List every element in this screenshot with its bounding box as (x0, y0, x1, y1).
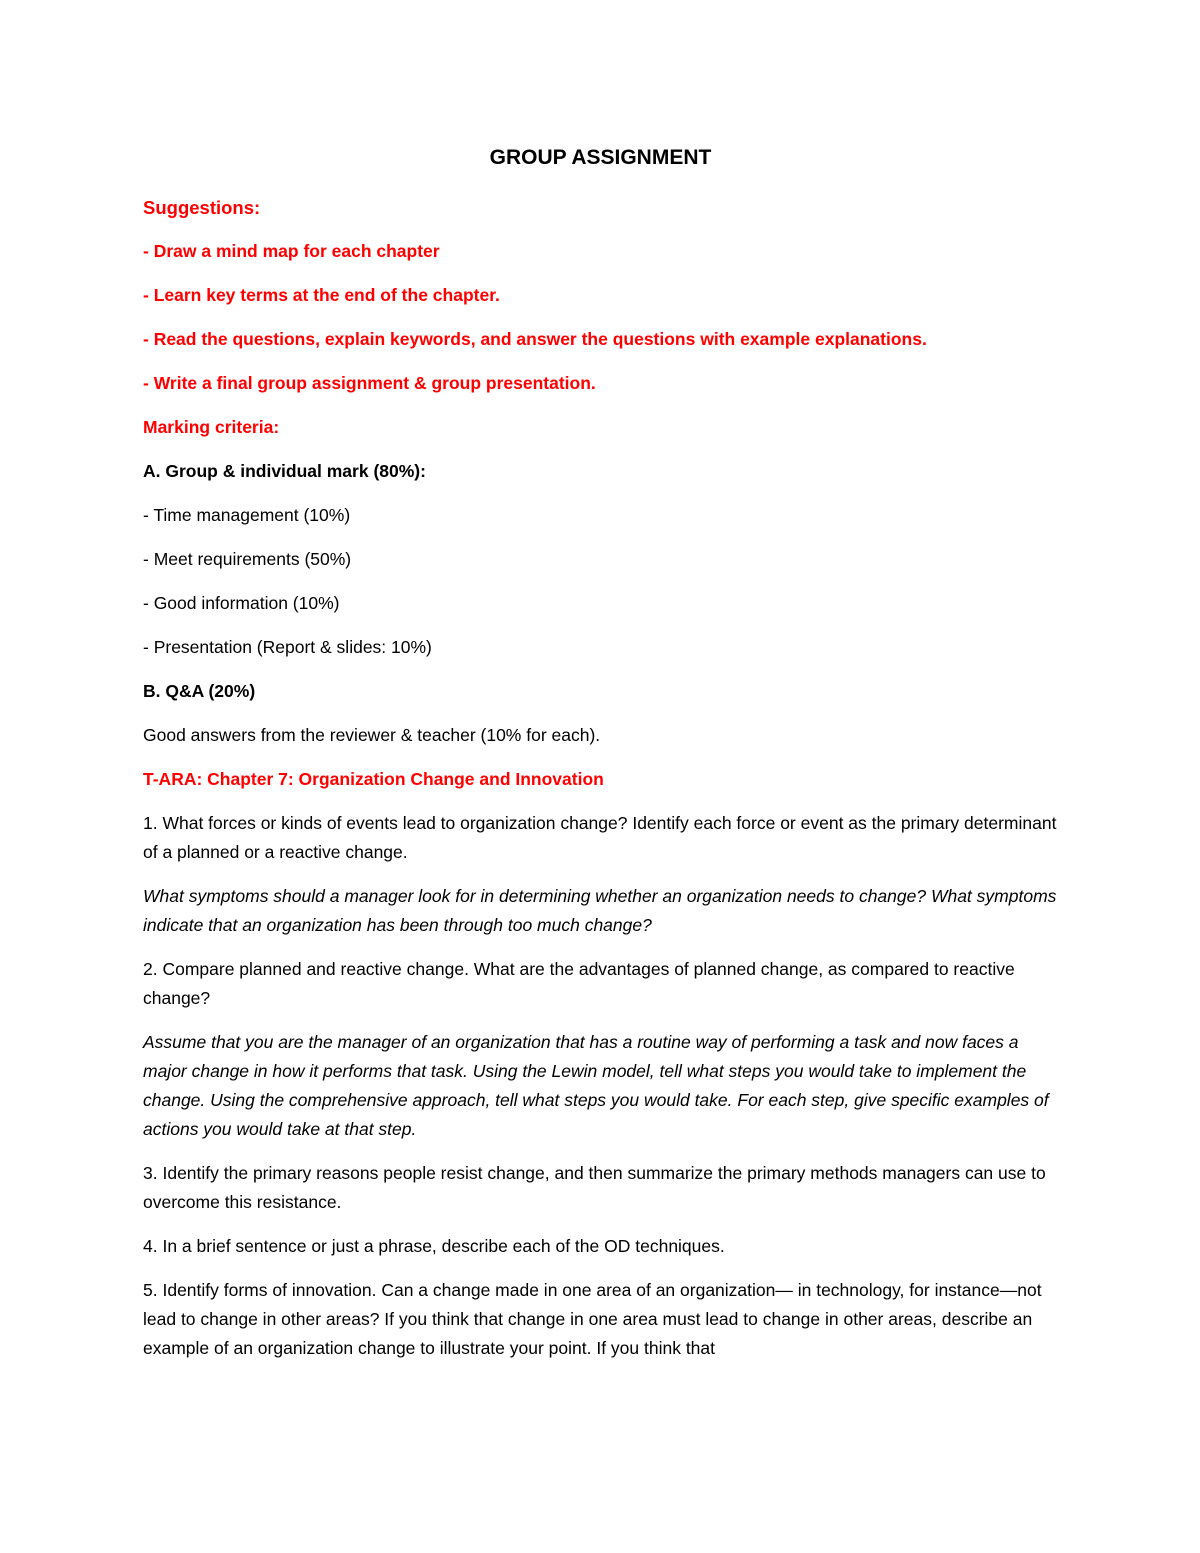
question-3 (143, 1159, 1058, 1217)
question-text: What forces or kinds of events lead to organization change? Identify each force or event as the primary determinant of a planned or a reactive change. (143, 813, 1057, 862)
section-b-text: Good answers from the reviewer & teacher (10% for each). (143, 725, 601, 745)
marking-criteria-heading: Marking criteria: (143, 417, 280, 437)
suggestion-item: - Draw a mind map for each chapter (143, 241, 440, 261)
criteria-item: - Good information (10%) (143, 593, 340, 613)
question-text: Identify forms of innovation. Can a change made in one area of an organization— in technology, for instance—not lead to change in other areas? If you think that change in one area must lead to change in other areas, describe an example of an organization change to illustrate your point. If you think that (143, 1280, 1042, 1358)
suggestion-item: - Learn key terms at the end of the chapter. (143, 285, 500, 305)
question-number: 4. (143, 1236, 158, 1256)
section-a-list (143, 501, 1058, 662)
question-2-followup: Assume that you are the manager of an organization that has a routine way of performing a task and now faces a major change in how it performs that task. Using the Lewin model, tell what steps you would take to implement the change. Using the comprehensive approach, tell what steps you would take. For each step, give specific examples of actions you would take at that step. (143, 1032, 1049, 1139)
question-number: 1. (143, 813, 158, 833)
suggestion-item: - Read the questions, explain keywords, and answer the questions with example explanations. (143, 329, 927, 349)
criteria-item: - Presentation (Report & slides: 10%) (143, 637, 432, 657)
section-b-heading: B. Q&A (20%) (143, 681, 256, 701)
question-number: 2. (143, 959, 158, 979)
document-body (143, 143, 1058, 1378)
question-5 (143, 1276, 1058, 1363)
question-text: Compare planned and reactive change. What are the advantages of planned change, as compared to reactive change? (143, 959, 1015, 1008)
question-4 (143, 1232, 1058, 1261)
section-a-heading: A. Group & individual mark (80%): (143, 461, 426, 481)
question-text: Identify the primary reasons people resist change, and then summarize the primary methods managers can use to overcome this resistance. (143, 1163, 1046, 1212)
question-2 (143, 955, 1058, 1013)
question-1 (143, 809, 1058, 867)
question-number: 3. (143, 1163, 158, 1183)
question-text: In a brief sentence or just a phrase, describe each of the OD techniques. (157, 1236, 725, 1256)
page-title: GROUP ASSIGNMENT (489, 146, 712, 169)
suggestion-item: - Write a final group assignment & group presentation. (143, 373, 596, 393)
question-number: 5. (143, 1280, 158, 1300)
criteria-item: - Meet requirements (50%) (143, 549, 352, 569)
criteria-item: - Time management (10%) (143, 505, 351, 525)
chapter-heading: T-ARA: Chapter 7: Organization Change and Innovation (143, 769, 604, 789)
suggestions-heading: Suggestions: (143, 197, 261, 218)
question-1-followup: What symptoms should a manager look for in determining whether an organization needs to change? What symptoms indicate that an organization has been through too much change? (143, 886, 1057, 935)
